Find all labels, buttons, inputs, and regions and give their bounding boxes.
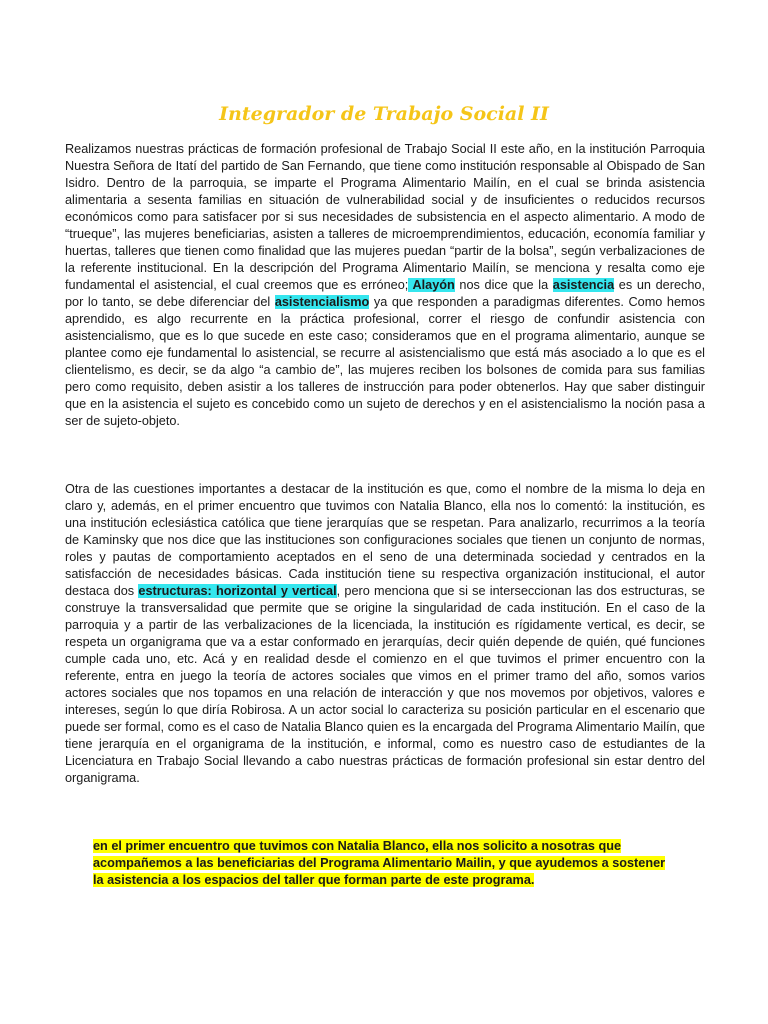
paragraph-2-text-b: , pero menciona que si se interseccionan las dos estructuras, se construye la transversalidad que permite que se origine la singularidad de cada institución. En el caso de la parroquia y a partir de las verbalizaciones de la licenciada, la institución es rígidamente vertical, es decir, se respeta un organigrama que va a estar conformado en jerarquías, decir quién depende de quién, qué funciones cumple cada uno, etc. Acá y en realidad desde el comienzo en el que tuvimos el primer encuentro con la referente, entra en juego la teoría de actores sociales que vimos en el primer tramo del año, somos varios actores sociales que nos topamos en una relación de interacción y que nos movemos por objetivos, valores e intereses, según lo que diría Robirosa. A un actor social lo caracteriza su posición particular en el escenario que puede ser formal, como es el caso de Natalia Blanco quien es la encargada del Programa Alimentario Mailín, que tiene jerarquía en el organigrama de la institución, e informal, como es nuestro caso de estudiantes de la Licenciatura en Trabajo Social llevando a cabo nuestras prácticas de formación profesional sin estar dentro del organigrama. [65,584,705,785]
paragraph-1 [65,141,705,430]
highlight-asistencialismo: asistencialismo [274,295,370,309]
paragraph-1-text-a: Realizamos nuestras prácticas de formación profesional de Trabajo Social II este año, en la institución Parroquia Nuestra Señora de Itatí del partido de San Fernando, que tiene como institución responsable al Obispado de San Isidro. Dentro de la parroquia, se imparte el Programa Alimentario Mailín, en el cual se brinda asistencia alimentaria a sesenta familias en situación de vulnerabilidad social y de insuficientes o reducidos recursos económicos como para satisfacer por si sus necesidades de subsistencia en el aspecto alimentario. A modo de “trueque”, las mujeres beneficiarias, asisten a talleres de microemprendimientos, educación, economía familiar y huertas, talleres que tienen como finalidad que las mujeres puedan “partir de la bolsa”, según verbalizaciones de la referente institucional. En la descripción del Programa Alimentario Mailín, se menciona y resalta como eje fundamental el asistencial, el cual creemos que es erróneo; [65,142,705,292]
highlight-estructuras: estructuras: horizontal y vertical [138,584,337,598]
highlight-asistencia: asistencia [552,278,615,292]
paragraph-1-text-d: ya que responden a paradigmas diferentes. Como hemos aprendido, es algo recurrente en la práctica profesional, correr el riesgo de confundir asistencia con asistencialismo, que es lo que sucede en este caso; consideramos que en el programa alimentario, aunque se plantee como eje fundamental lo asistencial, se recurre al asistencialismo que está más asociado a lo que es el clientelismo, es decir, se da algo “a cambio de”, las mujeres reciben los bolsones de comida para sus familias pero como requisito, deben asistir a los talleres de instrucción para poder obtenerlos. Hay que saber distinguir que en la asistencia el sujeto es concebido como un sujeto de derechos y en el asistencialismo la noción pasa a ser de sujeto-objeto. [65,295,705,428]
paragraph-1-text-b: nos dice que la [454,278,553,292]
paragraph-1-text-c: es un derecho, por lo tanto, se debe diferenciar del [65,278,705,309]
paragraph-2 [65,481,705,787]
quote-text: en el primer encuentro que tuvimos con Natalia Blanco, ella nos solicito a nosotras que acompañemos a las beneficiarias del Programa Alimentario Mailin, y que ayudemos a sostener la asistencia a los espacios del taller que forman parte de este programa. [93,839,666,887]
highlight-alayon: Alayón [408,278,455,292]
document-title: Integrador de Trabajo Social II [219,103,549,125]
highlighted-quote [93,838,673,889]
paragraph-2-text-a: Otra de las cuestiones importantes a destacar de la institución es que, como el nombre de la misma lo deja en claro y, además, en el primer encuentro que tuvimos con Natalia Blanco, ella nos lo comentó: la institución, es una institución eclesiástica católica que tiene jerarquías que se respetan. Para analizarlo, recurrimos a la teoría de Kaminsky que nos dice que las instituciones son configuraciones sociales que tienen un conjunto de normas, roles y pautas de comportamiento aceptados en el seno de una determinada sociedad y centrados en la satisfacción de necesidades básicas. Cada institución tiene su respectiva organización institucional, el autor destaca dos [65,482,705,598]
